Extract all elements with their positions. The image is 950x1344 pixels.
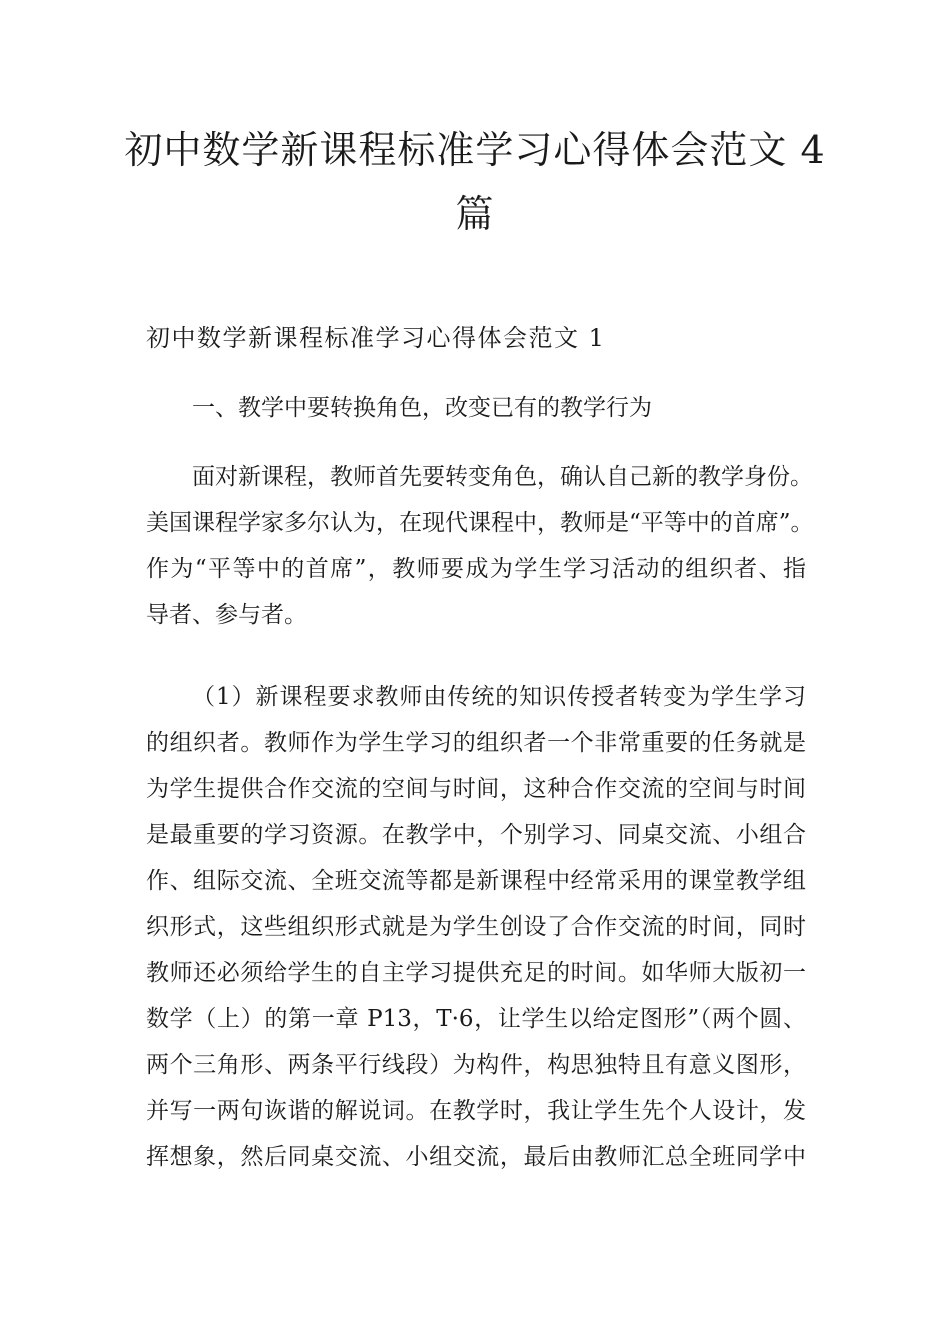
paragraph-line: 导者、参与者。 [146,602,307,628]
paragraph-line: 两个三角形、两条平行线段）为构件，构思独特且有意义图形， [146,1052,806,1078]
paragraph-line: 织形式，这些组织形式就是为学生创设了合作交流的时间，同时 [146,914,806,940]
paragraph-line: 并写一两句诙谐的解说词。在教学时，我让学生先个人设计，发 [146,1098,806,1124]
section-heading: 一、教学中要转换角色，改变已有的教学行为 [192,395,652,421]
paragraph-line: 教师还必须给学生的自主学习提供充足的时间。如华师大版初一 [146,960,806,986]
title-line-2: 篇 [455,192,495,236]
paragraph-line: 面对新课程，教师首先要转变角色，确认自己新的教学身份。 [192,464,813,490]
paragraph-line: 作为“平等中的首席”，教师要成为学生学习活动的组织者、指 [146,556,806,582]
paragraph-line: 为学生提供合作交流的空间与时间，这种合作交流的空间与时间 [146,776,806,802]
paragraph-line: （1）新课程要求教师由传统的知识传授者转变为学生学习 [192,684,806,710]
paragraph-line: 美国课程学家多尔认为，在现代课程中，教师是“平等中的首席”。 [146,510,814,536]
paragraph-line: 是最重要的学习资源。在教学中，个别学习、同桌交流、小组合 [146,822,806,848]
section-subtitle: 初中数学新课程标准学习心得体会范文 1 [146,324,606,352]
paragraph-line: 挥想象，然后同桌交流、小组交流，最后由教师汇总全班同学中 [146,1144,806,1170]
paragraph-2 [146,674,806,1180]
paragraph-line: 数学（上）的第一章 P13，T·6，让学生以给定图形”（两个圆、 [146,1006,806,1032]
paragraph-1 [146,454,814,638]
document-title [120,118,830,246]
paragraph-line: 的组织者。教师作为学生学习的组织者一个非常重要的任务就是 [146,730,806,756]
title-line-1: 初中数学新课程标准学习心得体会范文 4 [124,128,826,172]
paragraph-line: 作、组际交流、全班交流等都是新课程中经常采用的课堂教学组 [146,868,806,894]
